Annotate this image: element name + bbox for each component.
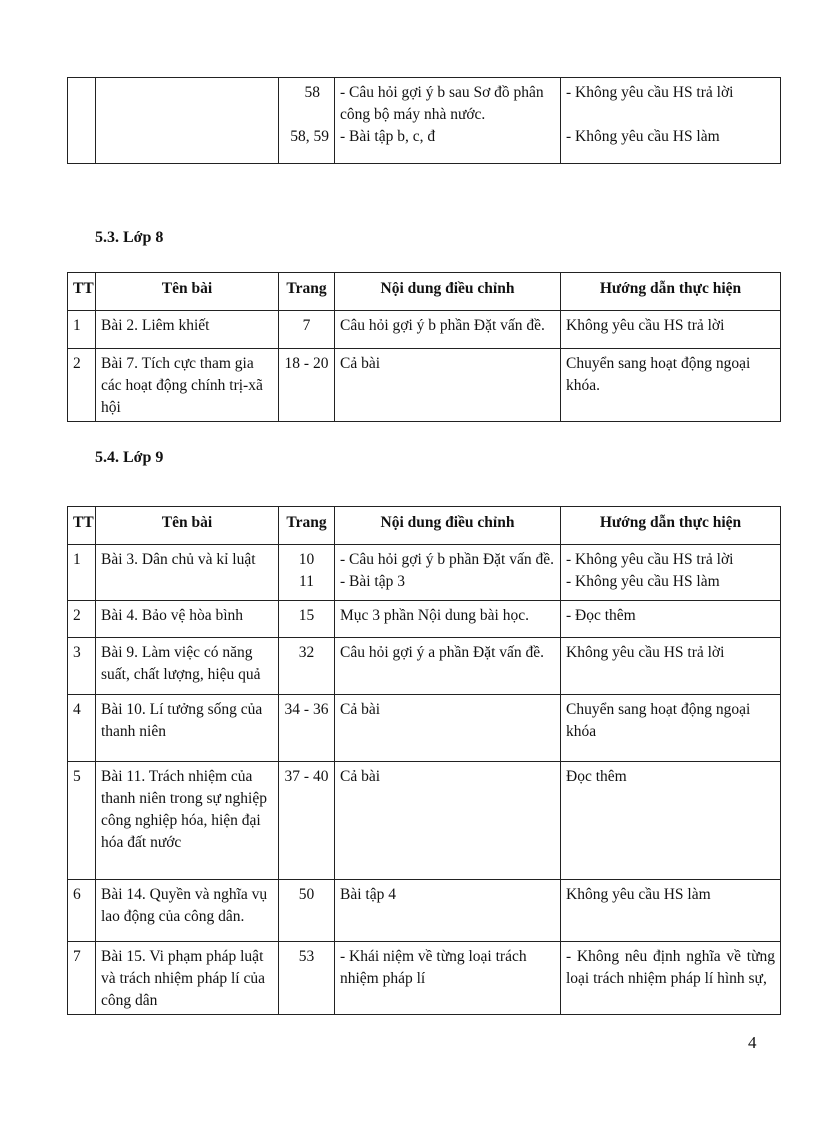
- header-tt: TT: [68, 507, 96, 545]
- cell-page: [279, 545, 335, 601]
- cell-page: 53: [279, 942, 335, 1015]
- page-line: 58: [304, 84, 320, 101]
- cell-no: 2: [68, 349, 96, 422]
- table-row: [68, 638, 781, 695]
- cell-no: 4: [68, 695, 96, 762]
- cell-page: 18 - 20: [279, 349, 335, 422]
- guide-line: - Không yêu cầu HS làm: [566, 128, 720, 145]
- cell-guide: Chuyển sang hoạt động ngoại khóa.: [561, 349, 781, 422]
- cell-content: Mục 3 phần Nội dung bài học.: [335, 601, 561, 638]
- table-row: [68, 311, 781, 349]
- cell-guide: Không yêu cầu HS trả lời: [561, 638, 781, 695]
- header-content: Nội dung điều chỉnh: [335, 507, 561, 545]
- page-line: 10: [298, 551, 315, 568]
- cell-content: Bài tập 4: [335, 880, 561, 942]
- cell-lesson: [96, 78, 279, 164]
- table-row: [68, 695, 781, 762]
- cell-page: 15: [279, 601, 335, 638]
- cell-guide: Đọc thêm: [561, 762, 781, 880]
- table-row: [68, 880, 781, 942]
- cell-no: [68, 78, 96, 164]
- cell-lesson: Bài 14. Quyền và nghĩa vụ lao động của công dân.: [96, 880, 279, 942]
- header-guide: Hướng dẫn thực hiện: [561, 273, 781, 311]
- cell-lesson: Bài 7. Tích cực tham gia các hoạt động chính trị-xã hội: [96, 349, 279, 422]
- cell-guide: Không yêu cầu HS trả lời: [561, 311, 781, 349]
- cell-no: 1: [68, 545, 96, 601]
- cell-guide: - Không nêu định nghĩa về từng loại trách nhiệm pháp lí hình sự,: [561, 942, 781, 1015]
- page-line: 11: [299, 573, 314, 590]
- cell-page: 32: [279, 638, 335, 695]
- cell-content: [335, 545, 561, 601]
- page-number: 4: [748, 1033, 757, 1052]
- page-line: [284, 104, 329, 126]
- cell-no: 7: [68, 942, 96, 1015]
- cell-no: 3: [68, 638, 96, 695]
- cell-guide: Chuyển sang hoạt động ngoại khóa: [561, 695, 781, 762]
- table-row: [68, 762, 781, 880]
- header-lesson: Tên bài: [96, 507, 279, 545]
- continued-table: [67, 77, 781, 164]
- header-page: Trang: [279, 507, 335, 545]
- cell-no: 5: [68, 762, 96, 880]
- header-tt: TT: [68, 273, 96, 311]
- cell-content: - Khái niệm về từng loại trách nhiệm pháp lí: [335, 942, 561, 1015]
- cell-page: 50: [279, 880, 335, 942]
- table-row: [68, 942, 781, 1015]
- table-row: [68, 349, 781, 422]
- cell-page: 34 - 36: [279, 695, 335, 762]
- cell-lesson: Bài 3. Dân chủ và kỉ luật: [96, 545, 279, 601]
- cell-lesson: Bài 2. Liêm khiết: [96, 311, 279, 349]
- section-title-grade-8: 5.3. Lớp 8: [95, 229, 164, 246]
- cell-lesson: Bài 15. Vi phạm pháp luật và trách nhiệm pháp lí của công dân: [96, 942, 279, 1015]
- page-line: 58, 59: [290, 128, 329, 145]
- table-header-row: [68, 273, 781, 311]
- cell-content: Cả bài: [335, 695, 561, 762]
- guide-line: - Không yêu cầu HS làm: [566, 573, 720, 590]
- content-line: - Bài tập 3: [340, 573, 405, 590]
- cell-guide: [561, 545, 781, 601]
- cell-content: Cả bài: [335, 349, 561, 422]
- cell-no: 6: [68, 880, 96, 942]
- table-row: [68, 78, 781, 164]
- table-row: [68, 545, 781, 601]
- cell-lesson: Bài 11. Trách nhiệm của thanh niên trong sự nghiệp công nghiệp hóa, hiện đại hóa đất nước: [96, 762, 279, 880]
- cell-no: 2: [68, 601, 96, 638]
- grade-9-table: [67, 506, 781, 1015]
- header-lesson: Tên bài: [96, 273, 279, 311]
- cell-guide: - Đọc thêm: [561, 601, 781, 638]
- section-title-grade-9: 5.4. Lớp 9: [95, 449, 164, 466]
- cell-lesson: Bài 4. Bảo vệ hòa bình: [96, 601, 279, 638]
- content-line: - Câu hỏi gợi ý b phần Đặt vấn đề.: [340, 551, 554, 568]
- cell-page: [279, 78, 335, 164]
- guide-line: - Không yêu cầu HS trả lời: [566, 84, 734, 101]
- content-line: - Câu hỏi gợi ý b sau Sơ đồ phân công bộ máy nhà nước.: [340, 84, 544, 123]
- header-page: Trang: [279, 273, 335, 311]
- content-line: - Bài tập b, c, đ: [340, 128, 436, 145]
- header-guide: Hướng dẫn thực hiện: [561, 507, 781, 545]
- cell-content: Câu hỏi gợi ý b phần Đặt vấn đề.: [335, 311, 561, 349]
- cell-page: 37 - 40: [279, 762, 335, 880]
- grade-8-table: [67, 272, 781, 422]
- cell-no: 1: [68, 311, 96, 349]
- guide-line: - Không yêu cầu HS trả lời: [566, 551, 734, 568]
- cell-content: Cả bài: [335, 762, 561, 880]
- cell-guide: [561, 78, 781, 164]
- cell-content: [335, 78, 561, 164]
- header-content: Nội dung điều chỉnh: [335, 273, 561, 311]
- table-header-row: [68, 507, 781, 545]
- cell-page: 7: [279, 311, 335, 349]
- cell-content: Câu hỏi gợi ý a phần Đặt vấn đề.: [335, 638, 561, 695]
- cell-lesson: Bài 9. Làm việc có năng suất, chất lượng, hiệu quả: [96, 638, 279, 695]
- table-row: [68, 601, 781, 638]
- cell-lesson: Bài 10. Lí tưởng sống của thanh niên: [96, 695, 279, 762]
- cell-guide: Không yêu cầu HS làm: [561, 880, 781, 942]
